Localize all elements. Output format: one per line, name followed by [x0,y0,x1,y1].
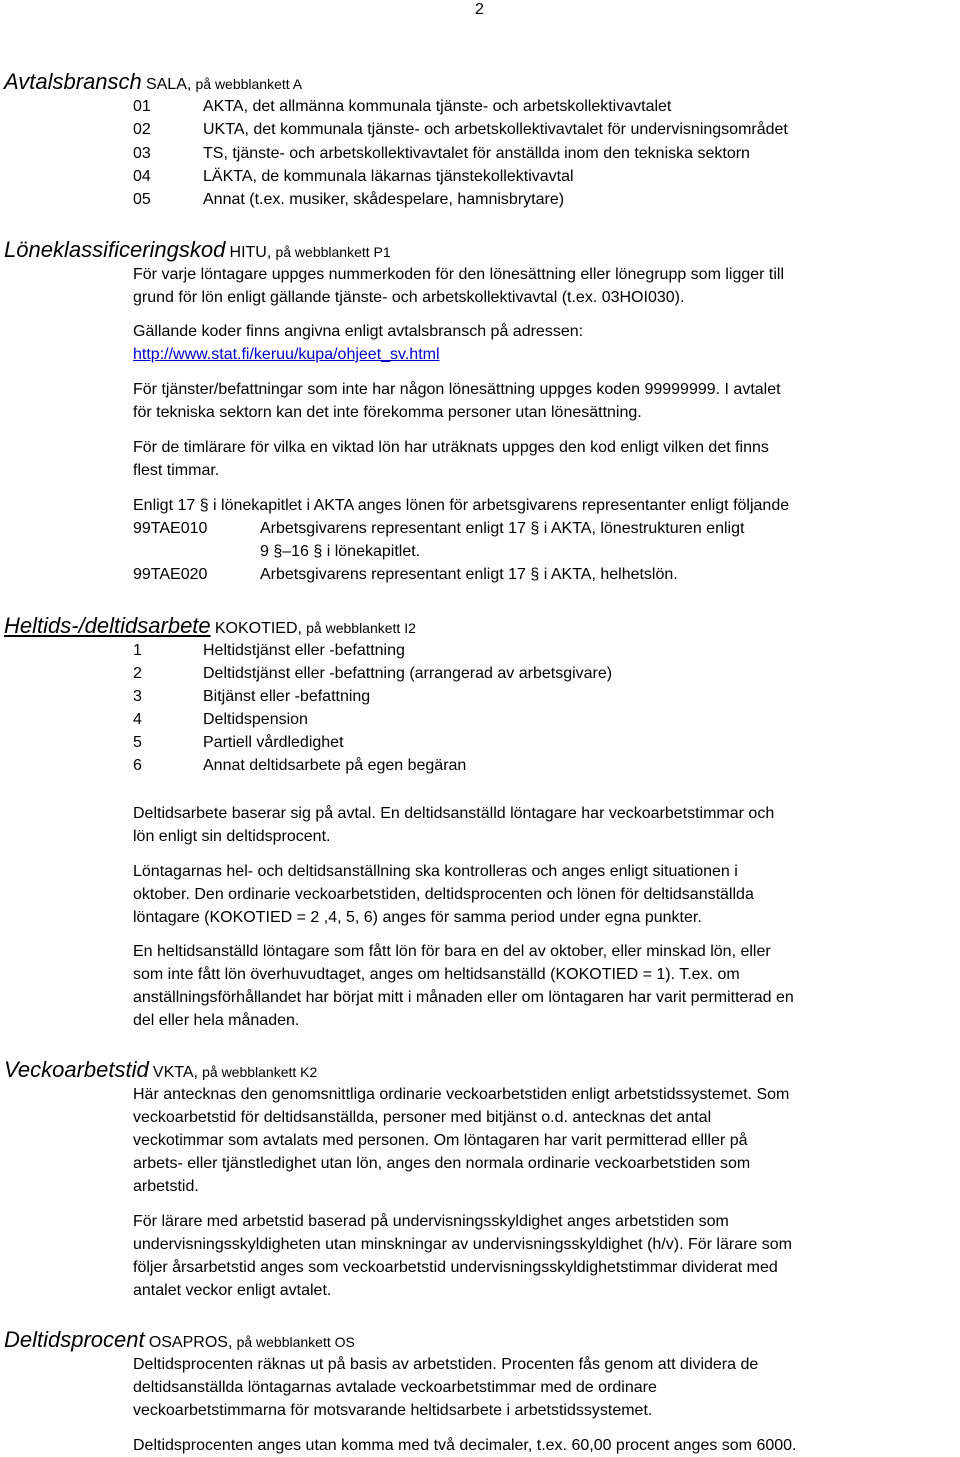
code-label: 99TAE020 [133,566,208,583]
list-item-text: Annat (t.ex. musiker, skådespelare, hamnisbrytare) [203,191,565,208]
paragraph-line: undervisningsskyldigheten utan minskningar av undervisningsskyldighet (h/v). För lärare som [133,1236,792,1253]
section-title: Löneklassificeringskod [4,237,226,262]
paragraph-line: arbets- eller tjänstledighet utan lön, anges den normala ordinarie veckoarbetstiden som [133,1155,751,1172]
section-heading-avtalsbransch [4,68,302,99]
paragraph-line: del eller hela månaden. [133,1012,300,1029]
form-note: på webblankett OS [236,1334,355,1350]
list-item-text: AKTA, det allmänna kommunala tjänste- och arbetskollektivavtalet [203,98,672,115]
list-item-text: Deltidspension [203,711,308,728]
paragraph-line: Löntagarnas hel- och deltidsanställning ska kontrolleras och anges enligt situationen i [133,863,738,880]
list-item-text: Bitjänst eller -befattning [203,688,371,705]
list-item-code: 01 [133,98,151,115]
paragraph-line: löntagare (KOKOTIED = 2 ,4, 5, 6) anges för samma period under egna punkter. [133,909,702,926]
list-item-code: 3 [133,688,142,705]
paragraph-line: grund för lön enligt gällande tjänste- och arbetskollektivavtal (t.ex. 03HOI030). [133,289,685,306]
list-item-text: Partiell vårdledighet [203,734,344,751]
list-item-code: 04 [133,168,151,185]
code-description: Arbetsgivarens representant enligt 17 § i AKTA, helhetslön. [260,566,678,583]
paragraph-line: Här antecknas den genomsnittliga ordinarie veckoarbetstiden enligt arbetstidssystemet. Som [133,1086,790,1103]
list-item-code: 5 [133,734,142,751]
paragraph-line: Deltidsarbete baserar sig på avtal. En deltidsanställd löntagare har veckoarbetstimmar och [133,805,775,822]
code-description: Arbetsgivarens representant enligt 17 § i AKTA, lönestrukturen enligt [260,520,745,537]
list-item-code: 05 [133,191,151,208]
paragraph-line: veckotimmar som avtalats med personen. Om löntagaren har varit permitterad elller på [133,1132,748,1149]
section-title: Avtalsbransch [4,69,142,94]
paragraph-line: flest timmar. [133,462,220,479]
paragraph-line: veckoarbetstid för deltidsanställda, personer med bitjänst o.d. antecknas det antal [133,1109,712,1126]
section-heading-loneklassificeringskod [4,236,391,267]
paragraph-line: som inte fått lön överhuvudtaget, anges om heltidsanställd (KOKOTIED = 1). T.ex. om [133,966,740,983]
variable-name: KOKOTIED, [214,620,302,637]
code-description: 9 §–16 § i lönekapitlet. [260,543,421,560]
list-item-code: 4 [133,711,142,728]
list-item-code: 02 [133,121,151,138]
paragraph-line: En heltidsanställd löntagare som fått lön för bara en del av oktober, eller minskad lön, eller [133,943,771,960]
list-item-text: UKTA, det kommunala tjänste- och arbetskollektivavtalet för undervisningsområdet [203,121,788,138]
stat-fi-link[interactable]: http://www.stat.fi/keruu/kupa/ohjeet_sv.html [133,346,440,363]
paragraph-line: lön enligt sin deltidsprocent. [133,828,331,845]
page-number: 2 [475,1,484,18]
section-heading-heltids-deltidsarbete [4,612,416,643]
paragraph-line: Deltidsprocenten anges utan komma med två decimaler, t.ex. 60,00 procent anges som 6000. [133,1437,797,1454]
section-title: Heltids-/deltidsarbete [4,613,211,638]
form-note: på webblankett K2 [202,1064,318,1080]
list-item-text: Annat deltidsarbete på egen begäran [203,757,467,774]
paragraph-line: för tekniska sektorn kan det inte förekomma personer utan lönesättning. [133,404,642,421]
variable-name: OSAPROS, [148,1334,233,1351]
paragraph-line: För lärare med arbetstid baserad på undervisningsskyldighet anges arbetstiden som [133,1213,729,1230]
list-item-text: Deltidstjänst eller -befattning (arrangerad av arbetsgivare) [203,665,613,682]
paragraph-line: För varje löntagare uppges nummerkoden för den lönesättning eller lönegrupp som ligger till [133,266,785,283]
paragraph-line: anställningsförhållandet har börjat mitt i månaden eller om löntagaren har varit permitterad en [133,989,794,1006]
code-label: 99TAE010 [133,520,208,537]
paragraph-line: För de timlärare för vilka en viktad lön har uträknats uppges den kod enligt vilken det finns [133,439,769,456]
list-item-text: Heltidstjänst eller -befattning [203,642,405,659]
variable-name: HITU, [229,244,272,261]
list-item-code: 6 [133,757,142,774]
paragraph-line: antalet veckor enligt avtalet. [133,1282,332,1299]
form-note: på webblankett P1 [275,244,391,260]
section-heading-deltidsprocent [4,1326,355,1357]
list-item-code: 03 [133,145,151,162]
form-note: på webblankett A [195,76,303,92]
paragraph-line: Enligt 17 § i lönekapitlet i AKTA anges lönen för arbetsgivarens representanter enligt följande [133,497,790,514]
paragraph-line: Deltidsprocenten räknas ut på basis av arbetstiden. Procenten fås genom att dividera de [133,1356,759,1373]
list-item-code: 1 [133,642,142,659]
variable-name: VKTA, [152,1064,198,1081]
paragraph-line: För tjänster/befattningar som inte har någon lönesättning uppges koden 99999999. I avtalet [133,381,781,398]
paragraph-line: Gällande koder finns angivna enligt avtalsbransch på adressen: [133,323,584,340]
section-heading-veckoarbetstid [4,1056,317,1087]
paragraph-line: oktober. Den ordinarie veckoarbetstiden, deltidsprocenten och lönen för deltidsanställda [133,886,754,903]
list-item-text: TS, tjänste- och arbetskollektivavtalet för anställda inom den tekniska sektorn [203,145,750,162]
paragraph-line: följer årsarbetstid anges som veckoarbetstid undervisningsskyldighetstimmar dividerat med [133,1259,778,1276]
list-item-text: LÄKTA, de kommunala läkarnas tjänstekollektivavtal [203,168,574,185]
paragraph-line: arbetstid. [133,1178,199,1195]
paragraph-line: veckoarbetstimmarna för motsvarande heltidsarbete i arbetstidssystemet. [133,1402,653,1419]
paragraph-line: deltidsanställda löntagarnas avtalade veckoarbetstimmar med de ordinare [133,1379,657,1396]
form-note: på webblankett I2 [306,620,416,636]
variable-name: SALA, [145,76,192,93]
list-item-code: 2 [133,665,142,682]
section-title: Deltidsprocent [4,1327,145,1352]
section-title: Veckoarbetstid [4,1057,149,1082]
